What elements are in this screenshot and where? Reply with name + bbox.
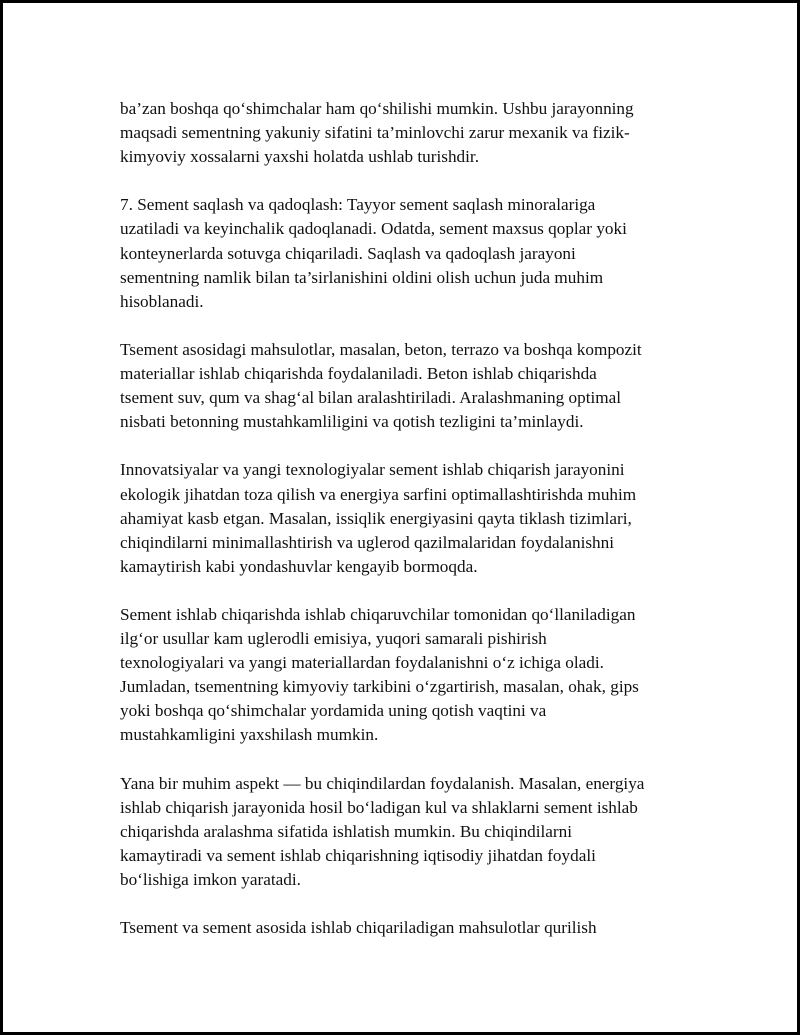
text-line: chiqarishda aralashma sifatida ishlatish mumkin. Bu chiqindilarni bbox=[120, 821, 573, 841]
text-line: Sement ishlab chiqarishda ishlab chiqaruvchilar tomonidan qo‘llaniladigan bbox=[120, 604, 636, 624]
paragraph bbox=[120, 458, 720, 578]
text-line: konteynerlarda sotuvga chiqariladi. Saqlash va qadoqlash jarayoni bbox=[120, 243, 576, 263]
text-line: hisoblanadi. bbox=[120, 291, 204, 311]
paragraph bbox=[120, 193, 720, 313]
text-line: yoki boshqa qo‘shimchalar yordamida uning qotish vaqtini va bbox=[120, 701, 547, 721]
text-line: kimyoviy xossalarni yaxshi holatda ushlab turishdir. bbox=[120, 147, 479, 167]
text-line: texnologiyalari va yangi materiallardan foydalanishni o‘z ichiga oladi. bbox=[120, 653, 604, 673]
text-line: uzatiladi va keyinchalik qadoqlanadi. Odatda, sement maxsus qoplar yoki bbox=[120, 219, 627, 239]
text-line: Tsement asosidagi mahsulotlar, masalan, beton, terrazo va boshqa kompozit bbox=[120, 339, 642, 359]
text-line: ishlab chiqarish jarayonida hosil bo‘ladigan kul va shlaklarni sement ishlab bbox=[120, 797, 638, 817]
text-line: chiqindilarni minimallashtirish va uglerod qazilmalaridan foydalanishni bbox=[120, 532, 615, 552]
document-body bbox=[120, 97, 720, 964]
text-line: kamaytiradi va sement ishlab chiqarishning iqtisodiy jihatdan foydali bbox=[120, 845, 596, 865]
text-line: 7. Sement saqlash va qadoqlash: Tayyor sement saqlash minoralariga bbox=[120, 195, 596, 215]
text-line: ba’zan boshqa qo‘shimchalar ham qo‘shilishi mumkin. Ushbu jarayonning bbox=[120, 99, 634, 118]
text-line: Tsement va sement asosida ishlab chiqariladigan mahsulotlar qurilish bbox=[120, 918, 597, 938]
paragraph bbox=[120, 603, 720, 748]
text-line: ilg‘or usullar kam uglerodli emisiya, yuqori samarali pishirish bbox=[120, 629, 547, 649]
paragraph bbox=[120, 338, 720, 434]
text-line: Jumladan, tsementning kimyoviy tarkibini o‘zgartirish, masalan, ohak, gips bbox=[120, 677, 639, 697]
text-line: mustahkamligini yaxshilash mumkin. bbox=[120, 725, 379, 745]
text-line: sementning namlik bilan ta’sirlanishini oldini olish uchun juda muhim bbox=[120, 267, 604, 287]
text-line: maqsadi sementning yakuniy sifatini ta’minlovchi zarur mexanik va fizik- bbox=[120, 123, 630, 143]
text-line: ahamiyat kasb etgan. Masalan, issiqlik energiyasini qayta tiklash tizimlari, bbox=[120, 508, 632, 528]
paragraph bbox=[120, 772, 720, 892]
text-line: materiallar ishlab chiqarishda foydalaniladi. Beton ishlab chiqarishda bbox=[120, 364, 597, 384]
text-line: ekologik jihatdan toza qilish va energiya sarfini optimallashtirishda muhim bbox=[120, 484, 637, 504]
text-line: tsement suv, qum va shag‘al bilan aralashtiriladi. Aralashmaning optimal bbox=[120, 388, 622, 408]
paragraph bbox=[120, 97, 720, 169]
text-line: kamaytirish kabi yondashuvlar kengayib bormoqda. bbox=[120, 556, 478, 576]
text-line: bo‘lishiga imkon yaratadi. bbox=[120, 870, 301, 889]
text-line: Innovatsiyalar va yangi texnologiyalar sement ishlab chiqarish jarayonini bbox=[120, 460, 625, 480]
paragraph bbox=[120, 916, 720, 940]
text-line: nisbati betonning mustahkamliligini va qotish tezligini ta’minlaydi. bbox=[120, 412, 584, 432]
text-line: Yana bir muhim aspekt — bu chiqindilardan foydalanish. Masalan, energiya bbox=[120, 773, 645, 793]
